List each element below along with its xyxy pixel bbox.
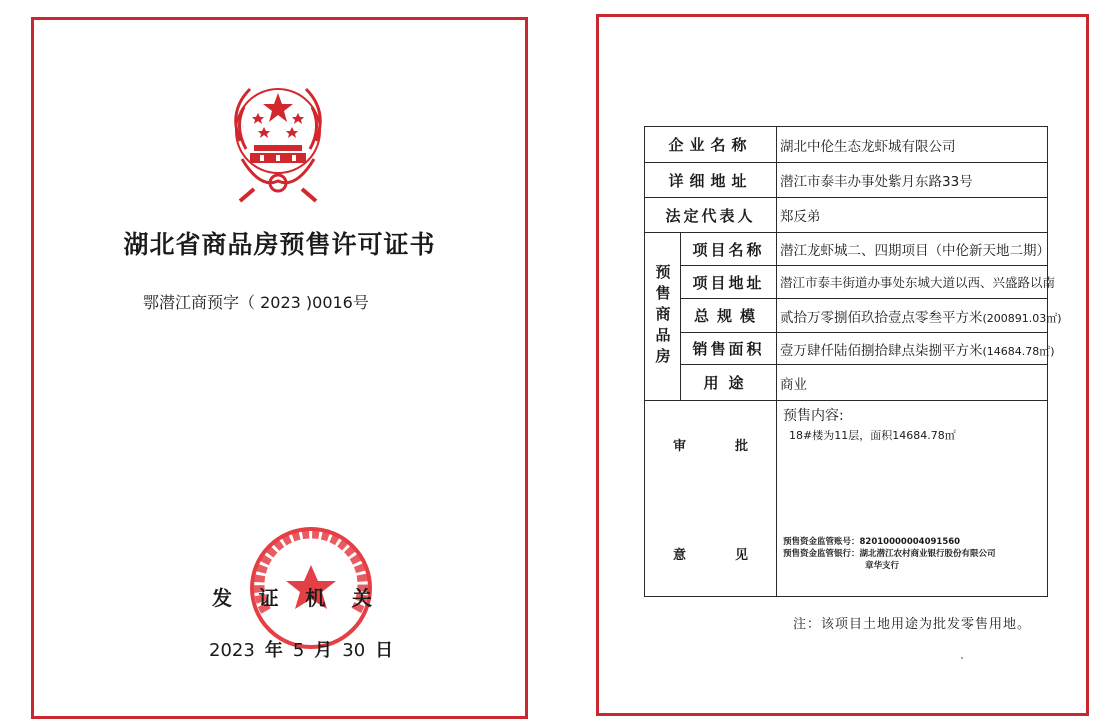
project-name-value: 潜江龙虾城二、四期项目（中伦新天地二期） bbox=[777, 233, 1048, 266]
approval-char: 意 bbox=[673, 547, 687, 563]
approval-char: 见 bbox=[735, 547, 749, 563]
approval-label-bottom bbox=[673, 544, 748, 563]
fund-supervision-info bbox=[783, 536, 996, 572]
supervision-bank: 预售资金监管银行：湖北潜江农村商业银行股份有限公司 bbox=[783, 549, 996, 559]
date-year-unit: 年 bbox=[264, 640, 283, 661]
project-address-label: 项目地址 bbox=[681, 266, 777, 299]
certificate-cover-page bbox=[31, 17, 528, 719]
table-row bbox=[645, 266, 1048, 299]
sale-area-number: (14684.78㎡) bbox=[982, 344, 1055, 358]
presale-content-detail: 18#楼为11层，面积14684.78㎡ bbox=[789, 429, 956, 442]
date-month-unit: 月 bbox=[314, 640, 333, 661]
table-row bbox=[645, 233, 1048, 266]
company-label: 企业名称 bbox=[645, 127, 777, 163]
table-row bbox=[645, 333, 1048, 365]
table-row bbox=[645, 163, 1048, 198]
table-row bbox=[645, 198, 1048, 233]
supervision-account: 预售资金监管账号：82010000004091560 bbox=[783, 537, 961, 547]
date-day-unit: 日 bbox=[375, 640, 394, 661]
sale-area-value bbox=[777, 333, 1055, 365]
approval-char: 批 bbox=[735, 438, 749, 454]
certificate-number: 鄂潜江商预字（ 2023 )0016号 bbox=[143, 293, 369, 312]
legal-rep-label: 法定代表人 bbox=[645, 198, 777, 233]
total-scale-number: (200891.03㎡) bbox=[982, 311, 1062, 325]
certificate-info-table bbox=[644, 126, 1062, 597]
table-row bbox=[645, 127, 1048, 163]
project-name-label: 项目名称 bbox=[681, 233, 777, 266]
approval-char: 审 bbox=[673, 438, 687, 454]
total-scale-value bbox=[777, 299, 1062, 333]
usage-label: 用途 bbox=[681, 365, 777, 401]
approval-content bbox=[777, 401, 1048, 597]
total-scale-text: 贰拾万零捌佰玖拾壹点零叁平方米 bbox=[780, 309, 983, 326]
issuer-char: 机 bbox=[305, 586, 326, 610]
certificate-details-page bbox=[596, 14, 1089, 716]
address-label: 详细地址 bbox=[645, 163, 777, 198]
certificate-title: 湖北省商品房预售许可证书 bbox=[123, 230, 436, 259]
date-year: 2023 bbox=[209, 640, 255, 661]
company-value: 湖北中伦生态龙虾城有限公司 bbox=[777, 127, 1048, 163]
legal-rep-value: 郑反弟 bbox=[777, 198, 1048, 233]
total-scale-label: 总规模 bbox=[681, 299, 777, 333]
sale-area-label: 销售面积 bbox=[681, 333, 777, 365]
table-row bbox=[645, 401, 1048, 597]
usage-value: 商业 bbox=[777, 365, 1048, 401]
approval-opinion-label bbox=[645, 401, 777, 597]
sale-area-text: 壹万肆仟陆佰捌拾肆点柒捌平方米 bbox=[780, 342, 983, 359]
supervision-bank-branch: 章华支行 bbox=[865, 561, 900, 571]
issuer-char: 发 bbox=[212, 586, 232, 610]
presale-content-title: 预售内容: bbox=[783, 408, 844, 424]
presale-group-label: 预售商品房 bbox=[645, 233, 681, 401]
scan-speck bbox=[961, 657, 963, 659]
table-row bbox=[645, 299, 1048, 333]
date-day: 30 bbox=[342, 640, 366, 661]
issuer-char: 关 bbox=[351, 586, 372, 610]
issuing-authority bbox=[212, 582, 372, 611]
national-emblem-icon bbox=[220, 71, 336, 205]
date-month: 5 bbox=[292, 640, 305, 661]
issuer-char: 证 bbox=[258, 586, 279, 610]
land-use-note: 注：该项目土地用途为批发零售用地。 bbox=[793, 617, 1032, 632]
table-row bbox=[645, 365, 1048, 401]
address-value: 潜江市泰丰办事处紫月东路33号 bbox=[777, 163, 1048, 198]
approval-label-top bbox=[673, 435, 748, 454]
project-address-value: 潜江市泰丰街道办事处东城大道以西、兴盛路以南 bbox=[777, 266, 1048, 299]
issue-date bbox=[209, 636, 393, 662]
